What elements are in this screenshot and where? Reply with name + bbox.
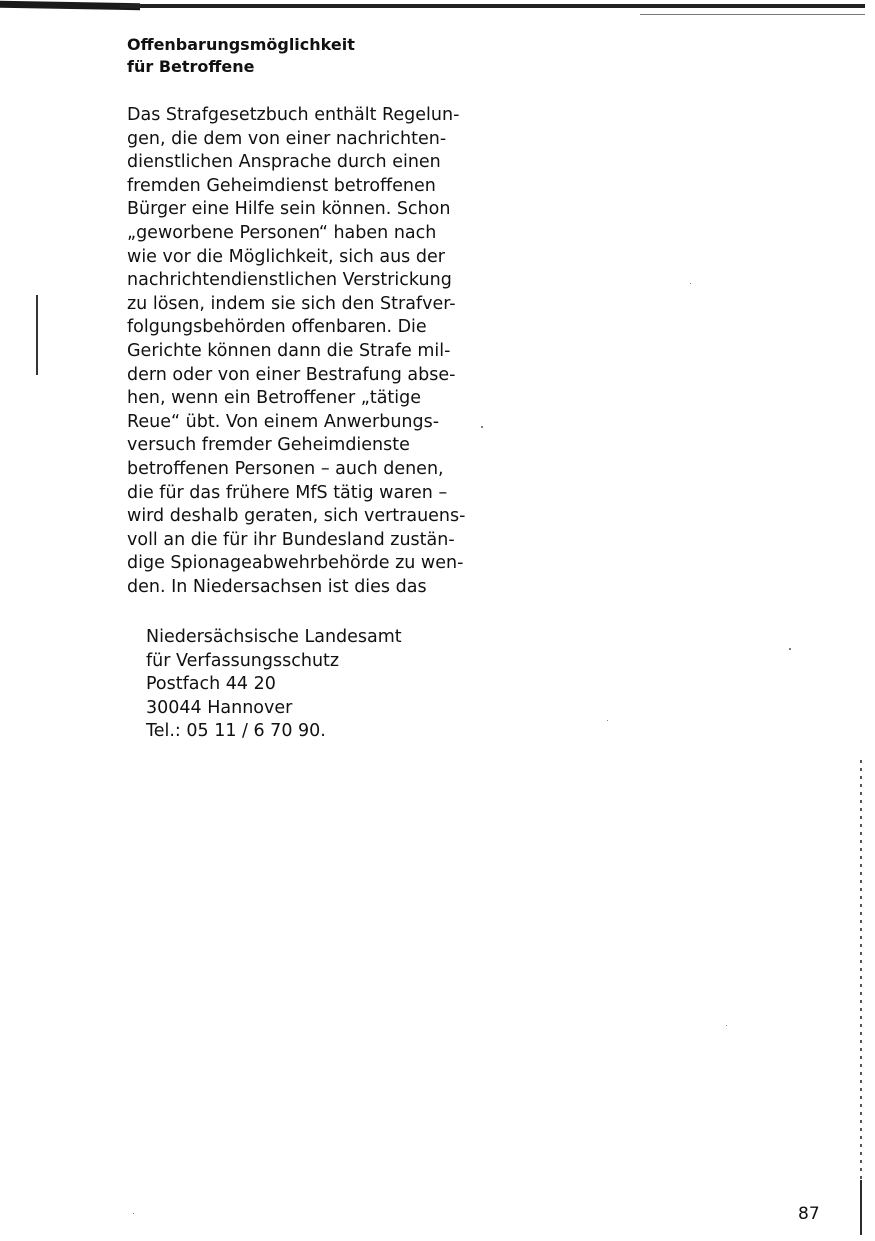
body-line: den. In Niedersachsen ist dies das (127, 576, 427, 597)
scan-speck (726, 1025, 727, 1026)
body-line: versuch fremder Geheimdienste (127, 435, 410, 456)
address-line: Tel.: 05 11 / 6 70 90. (146, 721, 326, 742)
address-block (146, 626, 496, 744)
scan-left-edge-mark (36, 295, 38, 375)
body-line: wird deshalb geraten, sich vertrauens- (127, 506, 466, 527)
body-line: „geworbene Personen“ haben nach (127, 222, 437, 243)
body-line: gen, die dem von einer nachrichten- (127, 128, 447, 149)
body-line: nachrichtendienstlichen Verstrickung (127, 270, 452, 291)
body-line: dern oder von einer Bestrafung abse- (127, 364, 456, 385)
scan-edge-bar-main (120, 4, 865, 8)
address-line: für Verfassungsschutz (146, 650, 340, 671)
scan-right-edge-dark-mark (860, 1180, 862, 1235)
body-line: fremden Geheimdienst betroffenen (127, 175, 436, 196)
scan-speck (690, 283, 691, 284)
scan-speck (133, 1213, 134, 1214)
body-paragraph (127, 104, 497, 599)
scan-top-edge (0, 0, 875, 18)
heading-line: Offenbarungsmöglichkeit (127, 35, 355, 54)
body-line: Bürger eine Hilfe sein können. Schon (127, 199, 451, 220)
scan-speck (607, 720, 608, 721)
body-line: zu lösen, indem sie sich den Strafver- (127, 293, 456, 314)
body-line: hen, wenn ein Betroffener „tätige (127, 388, 422, 409)
body-line: betroffenen Personen – auch denen, (127, 458, 444, 479)
section-heading (127, 34, 547, 78)
body-line: folgungsbehörden offenbaren. Die (127, 317, 427, 338)
page-number: 87 (798, 1204, 820, 1224)
body-line: Das Strafgesetzbuch enthält Regelun- (127, 105, 460, 125)
body-line: dienstlichen Ansprache durch einen (127, 152, 441, 173)
body-line: die für das frühere MfS tätig waren – (127, 482, 448, 503)
body-line: wie vor die Möglichkeit, sich aus der (127, 246, 445, 267)
body-line: Reue“ übt. Von einem Anwerbungs- (127, 411, 440, 432)
address-line: Postfach 44 20 (146, 674, 276, 695)
body-line: Gerichte können dann die Strafe mil- (127, 340, 451, 361)
scan-speck (789, 648, 791, 650)
address-line: 30044 Hannover (146, 697, 293, 718)
body-line: voll an die für ihr Bundesland zustän- (127, 529, 455, 550)
heading-line: für Betroffene (127, 57, 255, 76)
scan-right-edge-mark (860, 760, 862, 1230)
address-line: Niedersächsische Landesamt (146, 627, 402, 647)
scan-edge-bar-right (640, 14, 865, 15)
body-line: dige Spionageabwehrbehörde zu wen- (127, 553, 464, 574)
scan-edge-bar-left (0, 1, 140, 10)
